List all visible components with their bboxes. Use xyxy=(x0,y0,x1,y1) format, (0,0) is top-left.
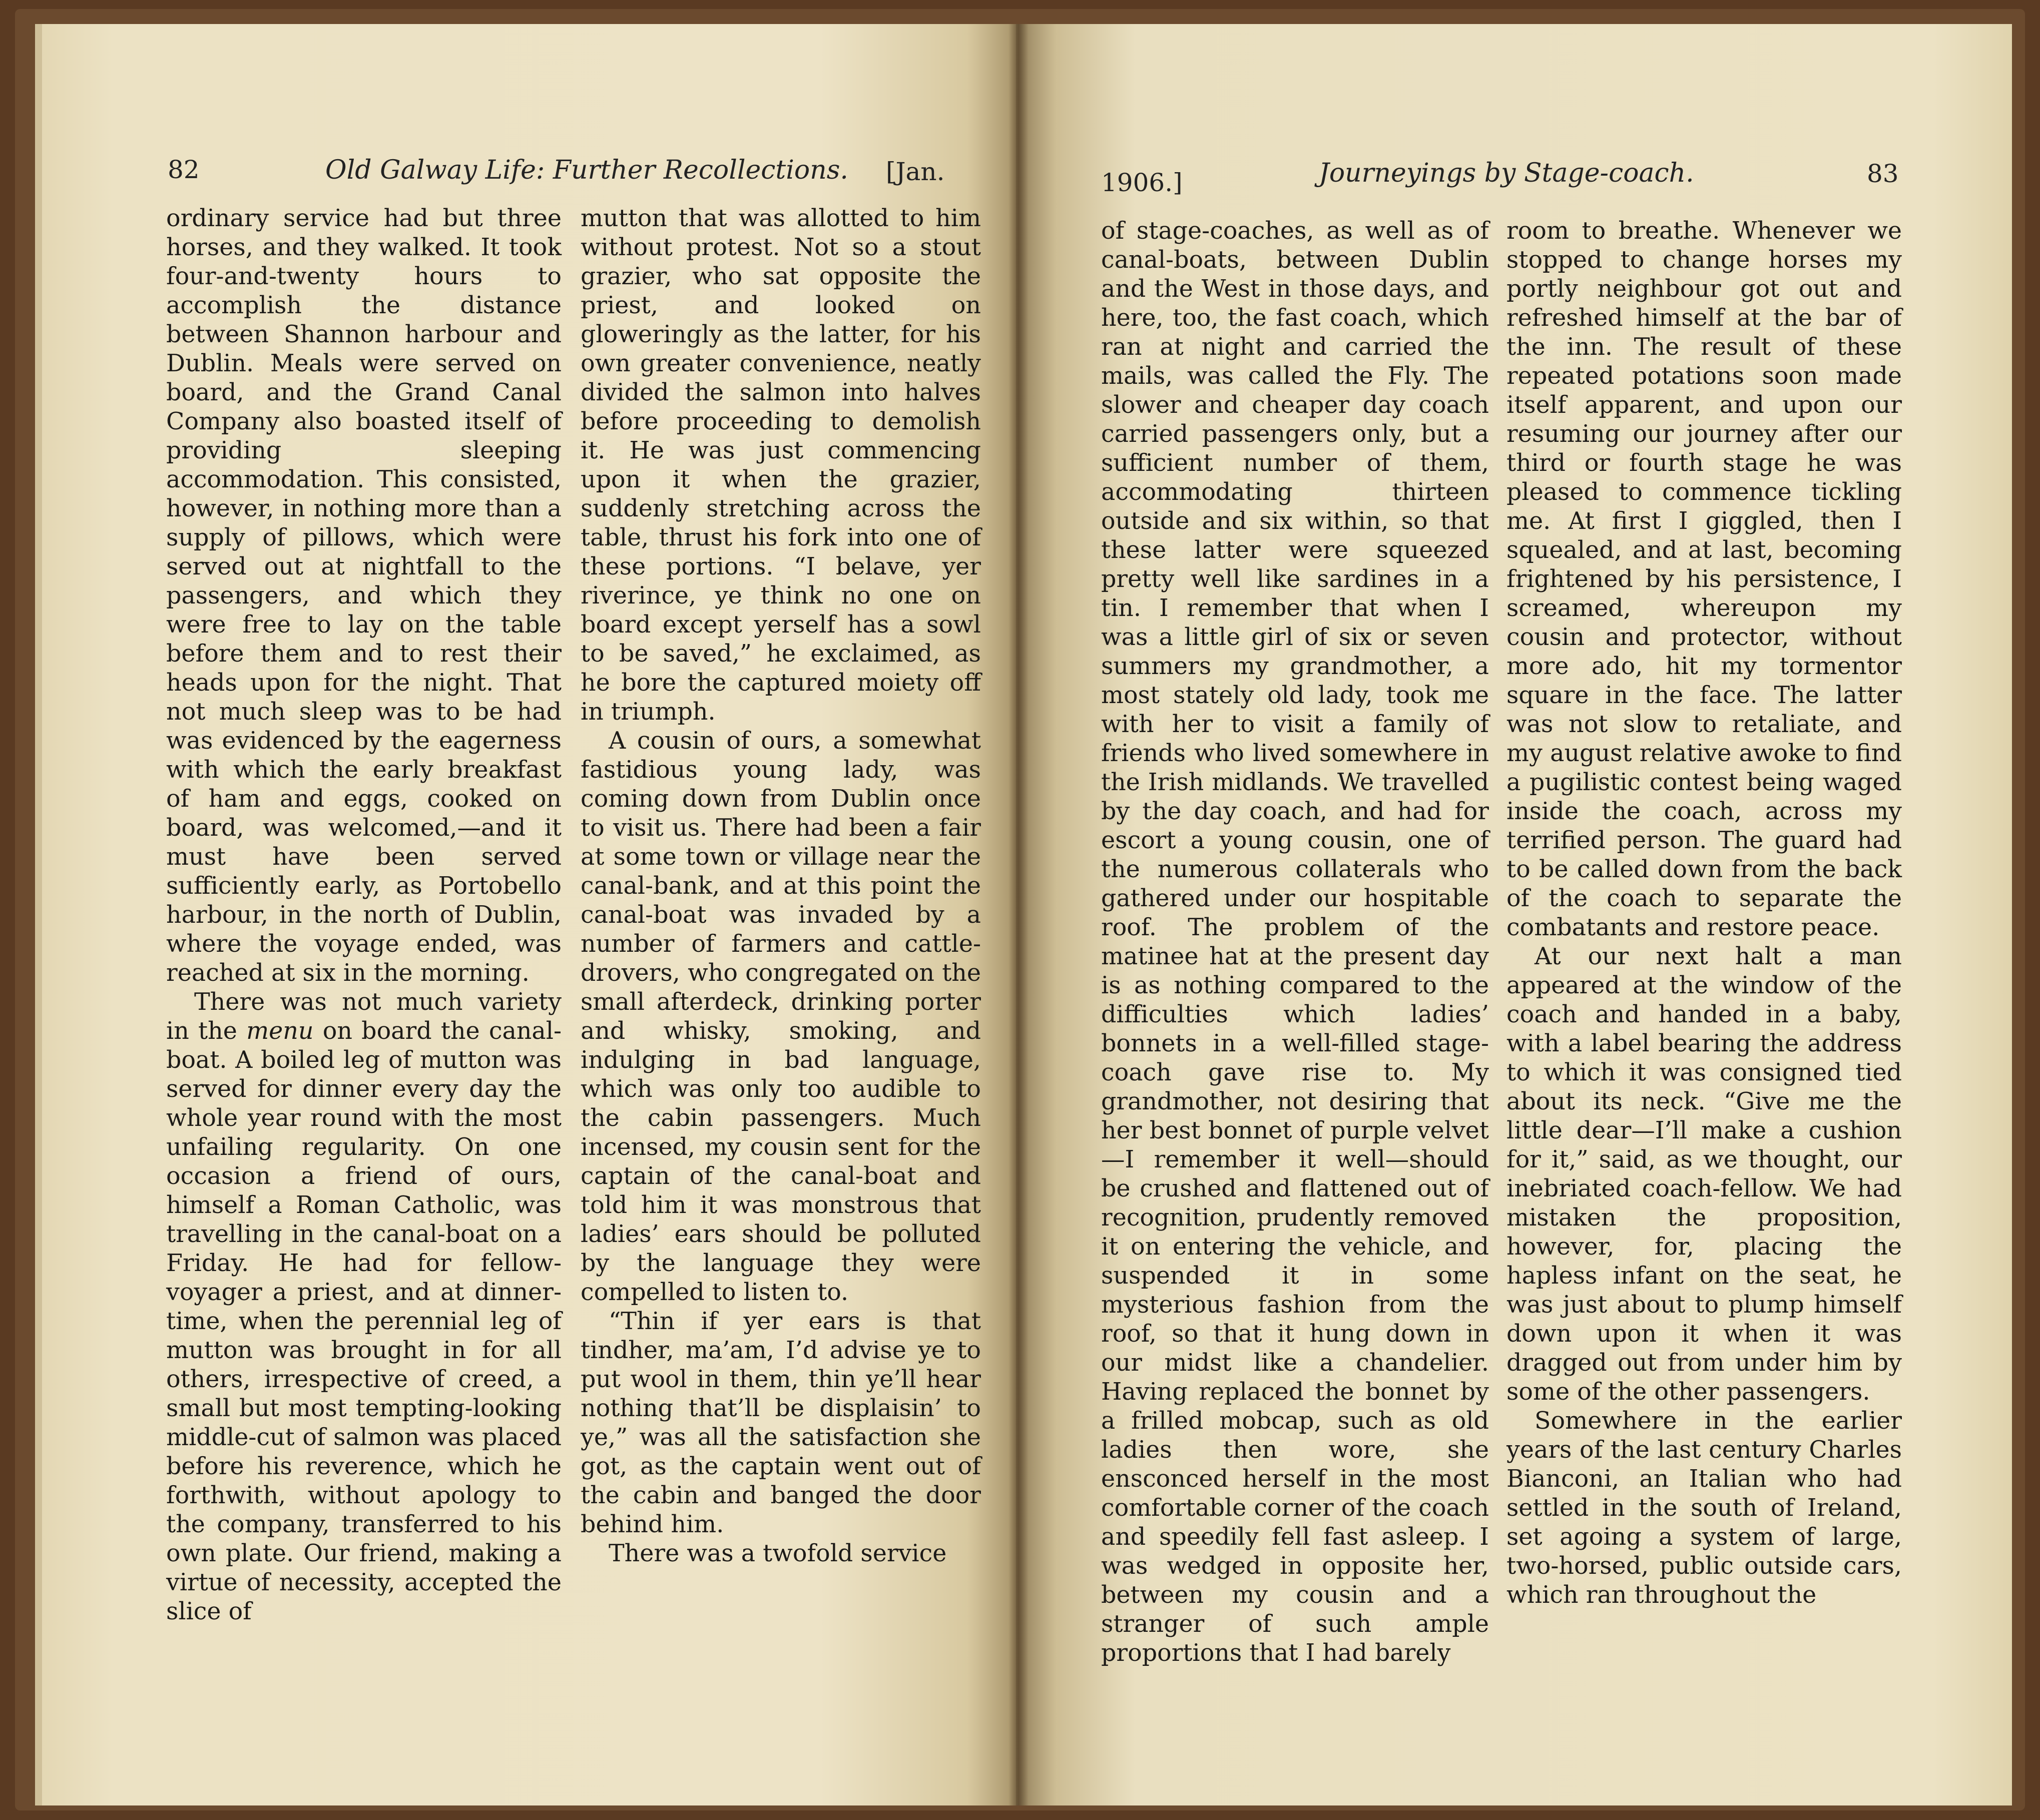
book-spread xyxy=(15,9,2025,1810)
paragraph: There was a twofold service xyxy=(609,1540,947,1567)
page-edge xyxy=(35,24,42,1805)
paragraph: Somewhere in the earlier years of the last century Charles Bianconi, an Italian who had settled in the south of Ireland, set agoing a system of large, two-horsed, public outside cars, which ran throughout the xyxy=(1506,1407,1902,1609)
right-page xyxy=(1016,24,2012,1805)
paragraph: “Thin if yer ears is that tindher, ma’am, I’d advise ye to put wool in them, thin ye’ll hear nothing that’ll be displaisin’ to ye,” was all the satisfaction she got, as the captain went out of the cabin and banged the door behind him. xyxy=(581,1308,981,1538)
paragraph: ordinary service had but three horses, and they walked. It took four-and-twenty hours to accomplish the distance between Shannon harbour and Dublin. Meals were served on board, and the Grand Canal Company also boasted itself of providing sleeping accommodation. This consisted, however, in nothing more than a supply of pillows, which were served out at nightfall to the passengers, and which they were free to lay on the table before them and to rest their heads upon for the night. That not much sleep was to be had was evidenced by the eagerness with which the early breakfast of ham and eggs, cooked on board, was welcomed,—and it must have been served sufficiently early, as Portobello harbour, in the north of Dublin, where the voyage ended, was reached at six in the morning. xyxy=(166,205,562,987)
paragraph: At our next halt a man appeared at the window of the coach and handed in a baby, with a label bearing the address to which it was consigned tied about its neck. “Give me the little dear—I’ll make a cushion for it,” said, as we thought, our inebriated coach-fellow. We had mistaken the proposition, however, for, placing the hapless infant on the seat, he was just about to plump himself down upon it when it was dragged out from under him by some of the other passengers. xyxy=(1506,943,1902,1406)
paragraph: of stage-coaches, as well as of canal-boats, between Dublin and the West in those days, and here, too, the fast coach, which ran at night and carried the mails, was called the Fly. The slower and cheaper day coach carried passengers only, but a sufficient number of them, accommodating thirteen outside and six within, so that these latter were squeezed pretty well like sardines in a tin. I remember that when I was a little girl of six or seven summers my grandmother, a most stately old lady, took me with her to visit a family of friends who lived somewhere in the Irish midlands. We travelled by the day coach, and had for escort a young cousin, one of the numerous collaterals who gathered under our hospitable roof. The problem of the matinee hat at the present day is as nothing compared to the difficulties which ladies’ bonnets in a well-filled stage-coach gave rise to. My grandmother, not desiring that her best bonnet of purple velvet—I remember it well—should be crushed and flattened out of recognition, prudently removed it on entering the vehicle, and suspended it in some mysterious fashion from the roof, so that it hung down in our midst like a chandelier. Having replaced the bonnet by a frilled mobcap, such as old ladies then wore, she ensconced herself in the most comfortable corner of the coach and speedily fell fast asleep. I was wedged in opposite her, between my cousin and a stranger of such ample proportions that I had barely xyxy=(1101,217,1489,1667)
right-column-2 xyxy=(1506,217,1902,1610)
paragraph: mutton that was allotted to him without protest. Not so a stout grazier, who sat opposite the priest, and looked on gloweringly as the latter, for his own greater convenience, neatly divided the salmon into halves before proceeding to demolish it. He was just commencing upon it when the grazier, suddenly stretching across the table, thrust his fork into one of these portions. “I belave, yer riverince, ye think no one on board except yerself has a sowl to be saved,” he exclaimed, as he bore the captured moiety off in triumph. xyxy=(581,205,981,726)
book-gutter xyxy=(1008,24,1029,1805)
running-title: Journeyings by Stage-coach. xyxy=(1319,158,1694,188)
left-page xyxy=(35,24,1016,1805)
running-date: [Jan. xyxy=(886,157,945,186)
running-date: 1906.] xyxy=(1101,168,1183,197)
page-number: 82 xyxy=(168,155,200,184)
left-column-2 xyxy=(581,204,981,1568)
paragraph: There was not much variety in the menu on board the canal-boat. A boiled leg of mutton was served for dinner every day the whole year round with the most unfailing regularity. On one occasion a friend of ours, himself a Roman Catholic, was travelling in the canal-boat on a Friday. He had for fellow-voyager a priest, and at dinner-time, when the perennial leg of mutton was brought in for all others, irrespective of creed, a small but most tempting-looking middle-cut of salmon was placed before his reverence, which he forthwith, without apology to the company, transferred to his own plate. Our friend, making a virtue of necessity, accepted the slice of xyxy=(166,988,562,1625)
left-column-1 xyxy=(166,204,562,1626)
running-title: Old Galway Life: Further Recollections. xyxy=(325,155,848,185)
page-number: 83 xyxy=(1867,159,1899,188)
right-column-1 xyxy=(1101,217,1489,1668)
paragraph: A cousin of ours, a somewhat fastidious young lady, was coming down from Dublin once to visit us. There had been a fair at some town or village near the canal-bank, and at this point the canal-boat was invaded by a number of farmers and cattle-drovers, who congregated on the small afterdeck, drinking porter and whisky, smoking, and indulging in bad language, which was only too audible to the cabin passengers. Much incensed, my cousin sent for the captain of the canal-boat and told him it was monstrous that ladies’ ears should be polluted by the language they were compelled to listen to. xyxy=(581,727,981,1306)
paragraph: room to breathe. Whenever we stopped to change horses my portly neighbour got out and refreshed himself at the bar of the inn. The result of these repeated potations soon made itself apparent, and upon our resuming our journey after our third or fourth stage he was pleased to commence tickling me. At first I giggled, then I squealed, and at last, becoming frightened by his persistence, I screamed, whereupon my cousin and protector, without more ado, hit my tormentor square in the face. The latter was not slow to retaliate, and my august relative awoke to find a pugilistic contest being waged inside the coach, across my terrified person. The guard had to be called down from the back of the coach to separate the combatants and restore peace. xyxy=(1506,217,1902,941)
